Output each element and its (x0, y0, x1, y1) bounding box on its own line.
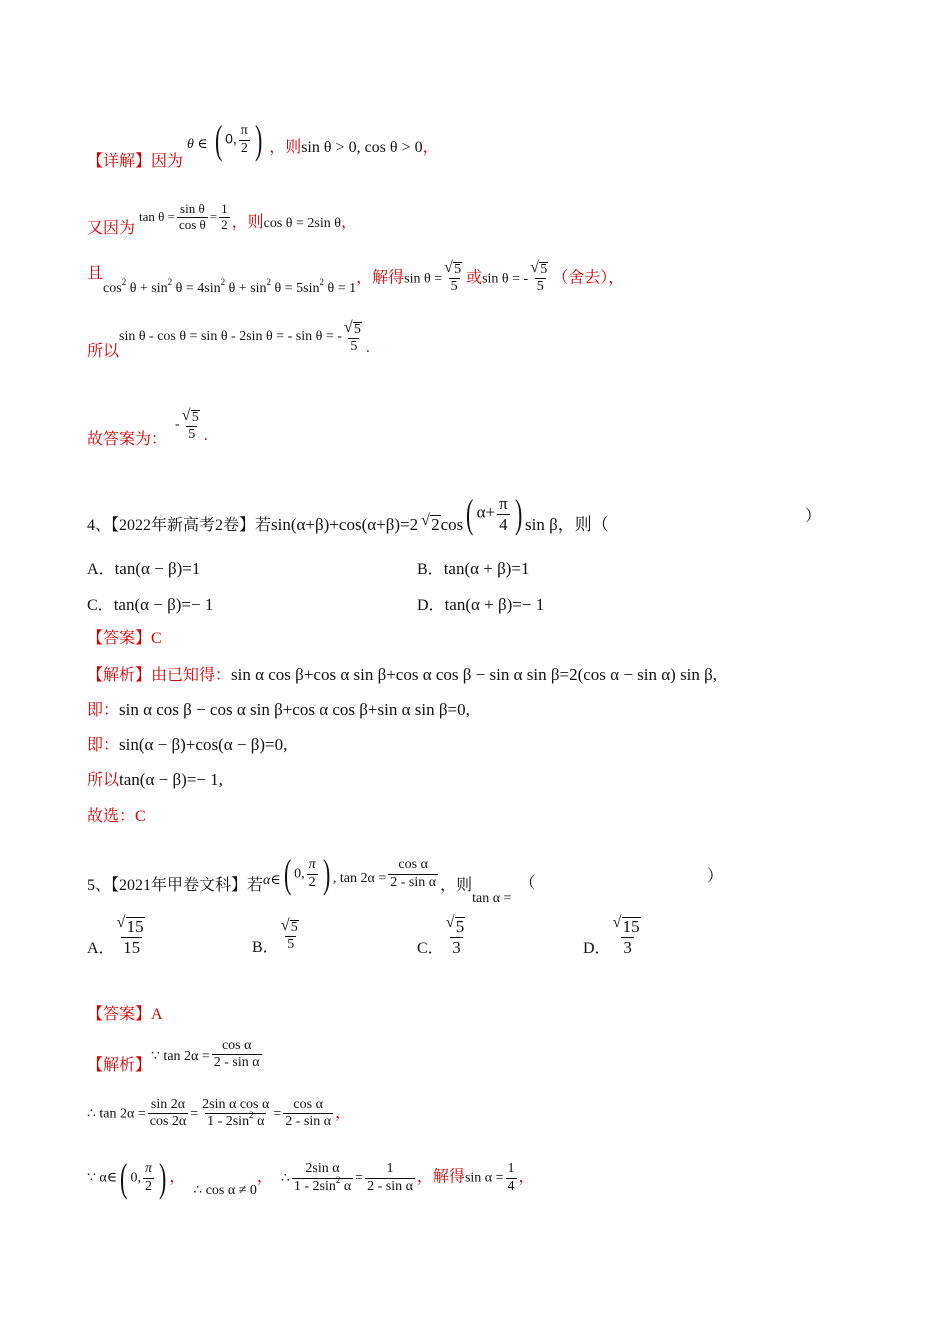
q4-option-b: B．tan(α + β)=1 (417, 559, 530, 578)
q5-option-b: B． √ $\frac{5}{5}$ (252, 920, 303, 953)
q5-solution-3: ∵ α∈( 0, $\frac{\pi}{2}$ ) ，∴ cos α ≠ 0， ∴ $\frac{\text{2sin α}}{1 - 2\sin^2 \alpha}$ = $\frac{1}{\text{2 - sin α}}$ ，解得sin α = $\frac{1}{4}$ ， (87, 1155, 535, 1200)
detail-line-1: 【详解】因为 θ ∈ ( 0, $\frac{\pi}{2}$ ) ，则sin θ > 0, cos θ > 0， (87, 117, 439, 170)
q4-option-a: A．tan(α − β)=1 (87, 559, 201, 578)
q4-solution-2: 即：sin α cos β − cos α sin β+cos α cos β+sin α sin β=0, (87, 700, 470, 719)
q5-answer: 【答案】A (87, 1006, 163, 1023)
question-5-stem: 5、【2021年甲卷文科】若α∈( 0, $\frac{\pi}{2}$ ) , tan 2α = $\frac{\text{cos α}}{\text{2 - sin α}}$ ，则tan α =（ ） (87, 851, 724, 906)
detail-line-2: 又因为 tan θ = $\frac{\text{sin θ}}{\text{cos θ}}$ = $\frac{1}{2}$ ，则cos θ = 2sin θ， (87, 201, 357, 238)
question-4-stem: 4、【2022年新高考2卷】若sin(α+β)+cos(α+β)=2√ 2cos( α+ $\frac{\pi}{4}$ ) sin β，则（ ） (87, 494, 609, 534)
q5-solution-2: ∴ tan 2α = $\frac{\sin 2\alpha}{\cos 2\alpha}$ = $\frac{\text{2sin α cos α}}{1 - 2\sin^2 \alpha}$ = $\frac{\text{cos α}}{\text{2 - sin α}}$ ， (87, 1097, 352, 1130)
q4-option-c: C．tan(α − β)=− 1 (87, 595, 214, 614)
q4-solution-3: 即：sin(α − β)+cos(α − β)=0, (87, 735, 288, 754)
q4-solution-4: 所以tan(α − β)=− 1, (87, 770, 223, 789)
detail-line-3: 且$\cos^2 \theta + \sin^2 \theta = 4\sin^2$ $\theta + \sin^2 \theta = 5\sin^2$ θ = 1，解得sin θ = √ $\frac{5}{5}$ 或sin θ = - √ $\frac{5}{5}$ （舍去）， (87, 262, 624, 295)
detail-tag: 【详解】因为 (87, 152, 184, 170)
detail-line-5: 故答案为：- √ $\frac{5}{5}$ . (87, 410, 208, 443)
q4-solution-1: 【解析】由已知得：sin α cos β+cos α sin β+cos α cos β − sin α sin β=2(cos α − sin α) sin β, (87, 665, 718, 684)
q5-option-c: C． √ $\frac{5}{3}$ (417, 917, 469, 957)
q4-conclusion: 故选：C (87, 808, 146, 825)
q4-answer: 【答案】C (87, 630, 162, 647)
q4-option-d: D．tan(α + β)=− 1 (417, 595, 545, 614)
q5-option-d: D． √ $\frac{15}{3}$ (583, 917, 645, 957)
q5-option-a: A． √ $\frac{15}{15}$ (87, 917, 149, 957)
q5-solution-1: 【解析】∵ tan 2α = $\frac{\text{cos α}}{\text{2 - sin α}}$ (87, 1038, 260, 1075)
detail-line-4: 所以sin θ - cos θ = sin θ - 2sin θ = - sin θ = - √ $\frac{5}{5}$ . (87, 322, 370, 355)
